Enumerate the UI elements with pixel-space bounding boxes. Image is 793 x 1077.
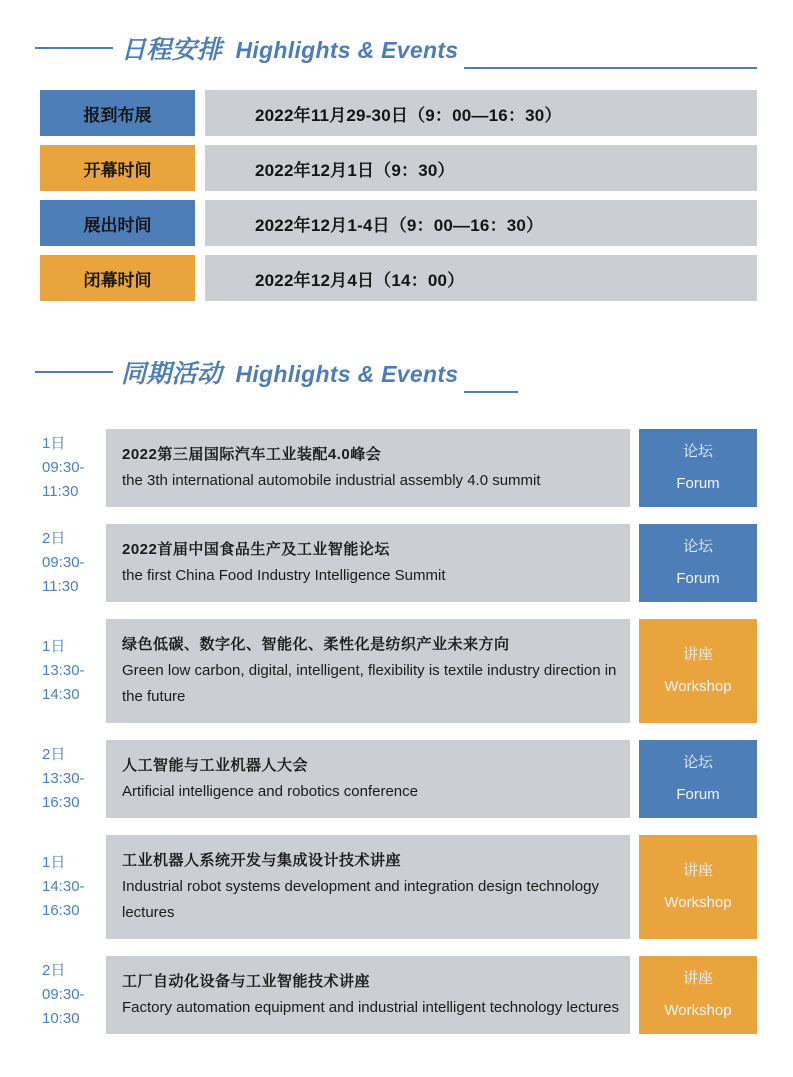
badge-label-zh: 讲座 — [682, 970, 713, 987]
activity-end-time: 16:30 — [42, 794, 80, 811]
badge-label-en: Forum — [676, 786, 720, 803]
schedule-value — [205, 145, 757, 191]
activity-day: 2日 — [42, 962, 66, 979]
header-left-line — [35, 47, 113, 49]
activity-row — [40, 619, 757, 723]
activity-title-zh: 2022第三届国际汽车工业装配4.0峰会 — [122, 446, 382, 463]
activity-row — [40, 956, 757, 1034]
activity-start-time: 09:30- — [42, 459, 85, 476]
schedule-label-text: 闭幕时间 — [83, 270, 152, 290]
badge-label-en: Workshop — [664, 678, 732, 695]
badge-label-en: Forum — [676, 570, 720, 587]
schedule-row — [40, 255, 757, 301]
badge-label-zh: 论坛 — [682, 443, 713, 460]
activity-day: 2日 — [42, 746, 66, 763]
schedule-value-text: 2022年12月1-4日（9：00—16：30） — [255, 215, 544, 235]
schedule-row — [40, 145, 757, 191]
activity-badge — [639, 429, 757, 507]
activity-end-time: 11:30 — [42, 578, 79, 595]
schedule-value-text: 2022年12月1日（9：30） — [255, 160, 455, 180]
activity-time — [40, 429, 106, 507]
schedule-label-text: 开幕时间 — [83, 160, 152, 180]
activity-title-zh: 工厂自动化设备与工业智能技术讲座 — [122, 973, 371, 990]
activity-row — [40, 429, 757, 507]
activity-description — [106, 619, 630, 723]
activity-title-en: Artificial intelligence and robotics conference — [122, 783, 418, 800]
activity-time — [40, 956, 106, 1034]
activity-start-time: 13:30- — [42, 662, 85, 679]
badge-label-en: Forum — [676, 475, 720, 492]
events-list — [40, 429, 757, 1034]
activity-badge — [639, 619, 757, 723]
header-left-line — [35, 371, 113, 373]
schedule-table — [40, 90, 757, 301]
activity-description — [106, 429, 630, 507]
badge-label-en: Workshop — [664, 1002, 732, 1019]
schedule-title-zh: 日程安排 — [121, 36, 223, 64]
header-right-line — [464, 391, 518, 393]
schedule-value — [205, 200, 757, 246]
schedule-label — [40, 200, 195, 246]
schedule-label — [40, 145, 195, 191]
activity-end-time: 14:30 — [42, 686, 80, 703]
events-section-header — [40, 354, 757, 398]
schedule-label — [40, 255, 195, 301]
schedule-section-header — [40, 30, 757, 74]
activity-row — [40, 524, 757, 602]
schedule-value-text: 2022年11月29-30日（9：00—16：30） — [255, 105, 562, 125]
schedule-label-text: 报到布展 — [83, 105, 152, 125]
badge-label-en: Workshop — [664, 894, 732, 911]
header-right-line — [464, 67, 757, 69]
activity-time — [40, 524, 106, 602]
activity-badge — [639, 524, 757, 602]
schedule-value — [205, 255, 757, 301]
activity-end-time: 16:30 — [42, 902, 80, 919]
badge-label-zh: 讲座 — [682, 646, 713, 663]
activity-start-time: 09:30- — [42, 986, 85, 1003]
activity-description — [106, 740, 630, 818]
badge-label-zh: 论坛 — [682, 538, 713, 555]
activity-start-time: 13:30- — [42, 770, 85, 787]
activity-time — [40, 740, 106, 818]
activity-day: 1日 — [42, 638, 66, 655]
activity-time — [40, 619, 106, 723]
activity-description — [106, 835, 630, 939]
activity-title-en: the 3th international automobile industrial assembly 4.0 summit — [122, 472, 541, 489]
activity-time — [40, 835, 106, 939]
activity-description — [106, 956, 630, 1034]
activity-end-time: 11:30 — [42, 483, 79, 500]
activity-description — [106, 524, 630, 602]
activity-title-zh: 工业机器人系统开发与集成设计技术讲座 — [122, 852, 402, 869]
schedule-label-text: 展出时间 — [83, 215, 152, 235]
badge-label-zh: 论坛 — [682, 754, 713, 771]
activity-badge — [639, 956, 757, 1034]
schedule-value — [205, 90, 757, 136]
schedule-label — [40, 90, 195, 136]
activity-row — [40, 835, 757, 939]
activity-end-time: 10:30 — [42, 1010, 80, 1027]
activity-start-time: 09:30- — [42, 554, 85, 571]
activity-row — [40, 740, 757, 818]
schedule-section-title — [121, 30, 458, 70]
activity-title-en: the first China Food Industry Intelligence Summit — [122, 567, 446, 584]
activity-day: 1日 — [42, 854, 66, 871]
activity-badge — [639, 835, 757, 939]
events-title-en: Highlights & Events — [235, 361, 459, 387]
activity-title-en: Industrial robot systems development and integration design technology lectures — [122, 878, 599, 921]
schedule-value-text: 2022年12月4日（14：00） — [255, 270, 465, 290]
activity-start-time: 14:30- — [42, 878, 85, 895]
schedule-row — [40, 200, 757, 246]
events-section-title — [121, 354, 458, 394]
activity-day: 1日 — [42, 435, 66, 452]
activity-day: 2日 — [42, 530, 66, 547]
schedule-title-en: Highlights & Events — [235, 37, 459, 63]
badge-label-zh: 讲座 — [682, 862, 713, 879]
activity-title-zh: 2022首届中国食品生产及工业智能论坛 — [122, 541, 390, 558]
activity-title-en: Factory automation equipment and industrial intelligent technology lectures — [122, 999, 619, 1016]
activity-badge — [639, 740, 757, 818]
schedule-row — [40, 90, 757, 136]
activity-title-en: Green low carbon, digital, intelligent, flexibility is textile industry direction in the future — [122, 662, 617, 705]
activity-title-zh: 绿色低碳、数字化、智能化、柔性化是纺织产业未来方向 — [122, 636, 510, 653]
events-title-zh: 同期活动 — [121, 360, 223, 388]
activity-title-zh: 人工智能与工业机器人大会 — [122, 757, 309, 774]
